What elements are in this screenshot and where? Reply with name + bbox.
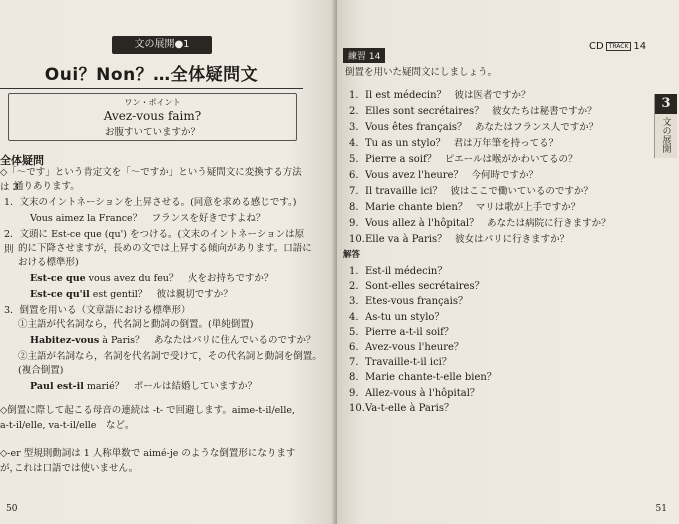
- item-number: 2.: [349, 106, 359, 117]
- question-item: [349, 134, 649, 150]
- item-number: 7.: [349, 357, 359, 369]
- exercise-label: 練習: [348, 52, 367, 62]
- method-2-line-1: 2．文頭に Est-ce que (qu') をつける。(文末のイントネーションは原則: [4, 229, 305, 255]
- item-french: Vous avez l'heure？: [365, 170, 464, 181]
- item-french: Travaille-t-il ici？: [365, 357, 452, 369]
- answer-list: [349, 262, 639, 414]
- item-number: 4.: [349, 311, 359, 323]
- question-item: [349, 230, 649, 246]
- method-3a-example: [0, 334, 336, 349]
- intro-line-2: 通りあります。: [14, 181, 80, 192]
- one-point-japanese: お腹すいていますか？: [104, 127, 200, 138]
- answer-item: [349, 353, 639, 368]
- item-number: 6.: [349, 170, 359, 181]
- method-3b-line-1: ②主語が名詞なら，名詞を代名詞で受けて，その代名詞と動詞を倒置。: [18, 351, 322, 362]
- item-french: Il travaille ici？: [365, 186, 443, 197]
- note-2-line-1: ◇-er 型規則動詞は 1 人称単数で aimé-je のような倒置形になりますが，: [0, 448, 296, 474]
- answer-item: [349, 262, 639, 277]
- example-emphasis: Habitez-vous: [30, 335, 100, 346]
- page-title: Oui？Non？…全体疑問文: [44, 65, 259, 85]
- item-french: Vous allez à l'hôpital？: [365, 218, 480, 229]
- one-point-box: [8, 93, 297, 141]
- item-japanese: 彼女はパリに行きますか？: [455, 234, 570, 245]
- answer-item: [349, 338, 639, 353]
- method-2-example-1: [0, 272, 336, 287]
- item-number: 7.: [349, 186, 359, 197]
- item-japanese: あなたはフランス人ですか？: [475, 122, 599, 133]
- item-french: Marie chante-t-elle bien？: [365, 372, 497, 384]
- item-number: 8.: [349, 372, 359, 384]
- cd-label: CD: [589, 41, 604, 52]
- example-rest: vous avez du feu？ 火をお持ちですか？: [85, 273, 274, 284]
- answer-item: [349, 323, 639, 338]
- question-list: [349, 86, 649, 246]
- item-japanese: ピエールは喉がかわいてるの？: [444, 154, 578, 165]
- method-2-example-2: [0, 288, 336, 303]
- answer-item: [349, 308, 639, 323]
- item-number: 5.: [349, 326, 359, 338]
- answer-item: [349, 277, 639, 292]
- title-divider: [0, 88, 303, 89]
- example-emphasis: Est-ce que: [30, 273, 86, 284]
- answer-item: [349, 384, 639, 399]
- item-french: Tu as un stylo？: [365, 138, 446, 149]
- page-number-right: 51: [655, 504, 667, 514]
- item-french: Est-il médecin？: [365, 266, 448, 277]
- item-number: 10.: [349, 402, 365, 414]
- exercise-number: 14: [368, 52, 381, 62]
- item-french: Avez-vous l'heure？: [365, 341, 464, 353]
- item-french: Pierre a soif？: [365, 154, 437, 165]
- section-heading: 全体疑問: [0, 154, 44, 167]
- item-japanese: マリは歌が上手ですか？: [475, 202, 581, 213]
- item-number: 9.: [349, 387, 359, 399]
- item-number: 5.: [349, 154, 359, 165]
- answer-item: [349, 399, 639, 414]
- item-number: 1.: [349, 90, 359, 101]
- item-french: Vous êtes français？: [365, 122, 468, 133]
- question-item: [349, 86, 649, 102]
- exercise-badge: [343, 48, 385, 63]
- item-french: Il est médecin？: [365, 90, 447, 101]
- method-1: 1．文末のイントネーションを上昇させる。(同意を求める感じです。): [4, 197, 297, 208]
- item-french: Va-t-elle à Paris？: [365, 402, 454, 414]
- intro-line-1: ◇「～です」という肯定文を「～ですか」という疑問文に変換する方法は 3: [0, 167, 302, 193]
- note-2-line-2: これは口語では使いません。: [14, 463, 139, 474]
- example-emphasis: Paul est-il: [30, 381, 84, 392]
- item-french: Sont-elles secrétaires？: [365, 281, 485, 293]
- item-number: 2.: [349, 281, 359, 293]
- answer-item: [349, 368, 639, 383]
- example-rest: à Paris？ あなたはパリに住んでいるのですか？: [99, 335, 316, 346]
- page-number-left: 50: [6, 504, 18, 514]
- one-point-french: Avez-vous faim?: [103, 109, 202, 123]
- chapter-side-text: 文の展開: [660, 117, 671, 153]
- item-french: Etes-vous français？: [365, 296, 468, 308]
- item-japanese: 君は万年筆を持ってる？: [453, 138, 559, 149]
- cd-number: 14: [633, 41, 647, 52]
- example-rest: marié？ ポールは結婚していますか？: [83, 381, 258, 392]
- answer-item: [349, 292, 639, 307]
- chapter-ribbon: 文の展開●1: [112, 36, 212, 54]
- method-3b-example: [0, 380, 336, 395]
- item-french: Elles sont secrétaires？: [365, 106, 485, 117]
- item-number: 3.: [349, 296, 359, 308]
- question-item: [349, 150, 649, 166]
- cd-track-label: TRACK: [606, 42, 632, 51]
- method-2-line-2: 的に下降させますが，長めの文では上昇する傾向があります。口語に: [18, 243, 312, 254]
- answers-heading: 解答: [343, 250, 361, 260]
- item-french: Elle va à Paris？: [365, 234, 448, 245]
- method-3a: ①主語が代名詞なら，代名詞と動詞の倒置。(単純倒置): [18, 319, 254, 330]
- item-number: 3.: [349, 122, 359, 133]
- example-emphasis: Est-ce qu'il: [30, 289, 90, 300]
- question-item: [349, 118, 649, 134]
- question-item: [349, 166, 649, 182]
- note-1-line-2: a-t-il/elle, va-t-il/elle など。: [0, 420, 135, 431]
- question-item: [349, 182, 649, 198]
- cd-track-indicator: [589, 41, 646, 52]
- item-number: 9.: [349, 218, 359, 229]
- item-number: 6.: [349, 341, 359, 353]
- item-japanese: 今何時ですか？: [471, 170, 539, 181]
- chapter-number: 3: [655, 94, 677, 114]
- question-item: [349, 102, 649, 118]
- item-french: As-tu un stylo？: [365, 311, 445, 323]
- item-japanese: 彼はここで働いているのですか？: [450, 186, 593, 197]
- item-japanese: 彼は医者ですか？: [454, 90, 531, 101]
- chapter-side-tab: [654, 94, 677, 158]
- method-3b-line-2: (複合倒置): [18, 365, 64, 376]
- note-1-line-1: ◇倒置に際して起こる母音の連続は -t- で回避します。aime-t-il/elle,: [0, 405, 296, 416]
- item-french: Allez-vous à l'hôpital？: [365, 387, 480, 399]
- exercise-instruction: 倒置を用いた疑問文にしましょう。: [345, 67, 498, 78]
- item-number: 1.: [349, 266, 359, 277]
- item-number: 4.: [349, 138, 359, 149]
- method-3: 3．倒置を用いる（文章語における標準形）: [4, 305, 191, 316]
- item-number: 8.: [349, 202, 359, 213]
- item-japanese: あなたは病院に行きますか？: [487, 218, 611, 229]
- left-page: [0, 0, 337, 524]
- method-2-line-3: おける標準形): [18, 257, 79, 268]
- item-french: Marie chante bien？: [365, 202, 468, 213]
- right-page: [337, 0, 679, 524]
- question-item: [349, 198, 649, 214]
- exercise-header: [343, 44, 385, 63]
- item-french: Pierre a-t-il soif？: [365, 326, 454, 338]
- question-item: [349, 214, 649, 230]
- method-1-example: Vous aimez la France？ フランスを好きですよね？: [30, 213, 266, 224]
- item-number: 10.: [349, 234, 365, 245]
- item-japanese: 彼女たちは秘書ですか？: [492, 106, 597, 117]
- one-point-label: ワン・ポイント: [124, 98, 181, 107]
- example-rest: est gentil？ 彼は親切ですか？: [89, 289, 233, 300]
